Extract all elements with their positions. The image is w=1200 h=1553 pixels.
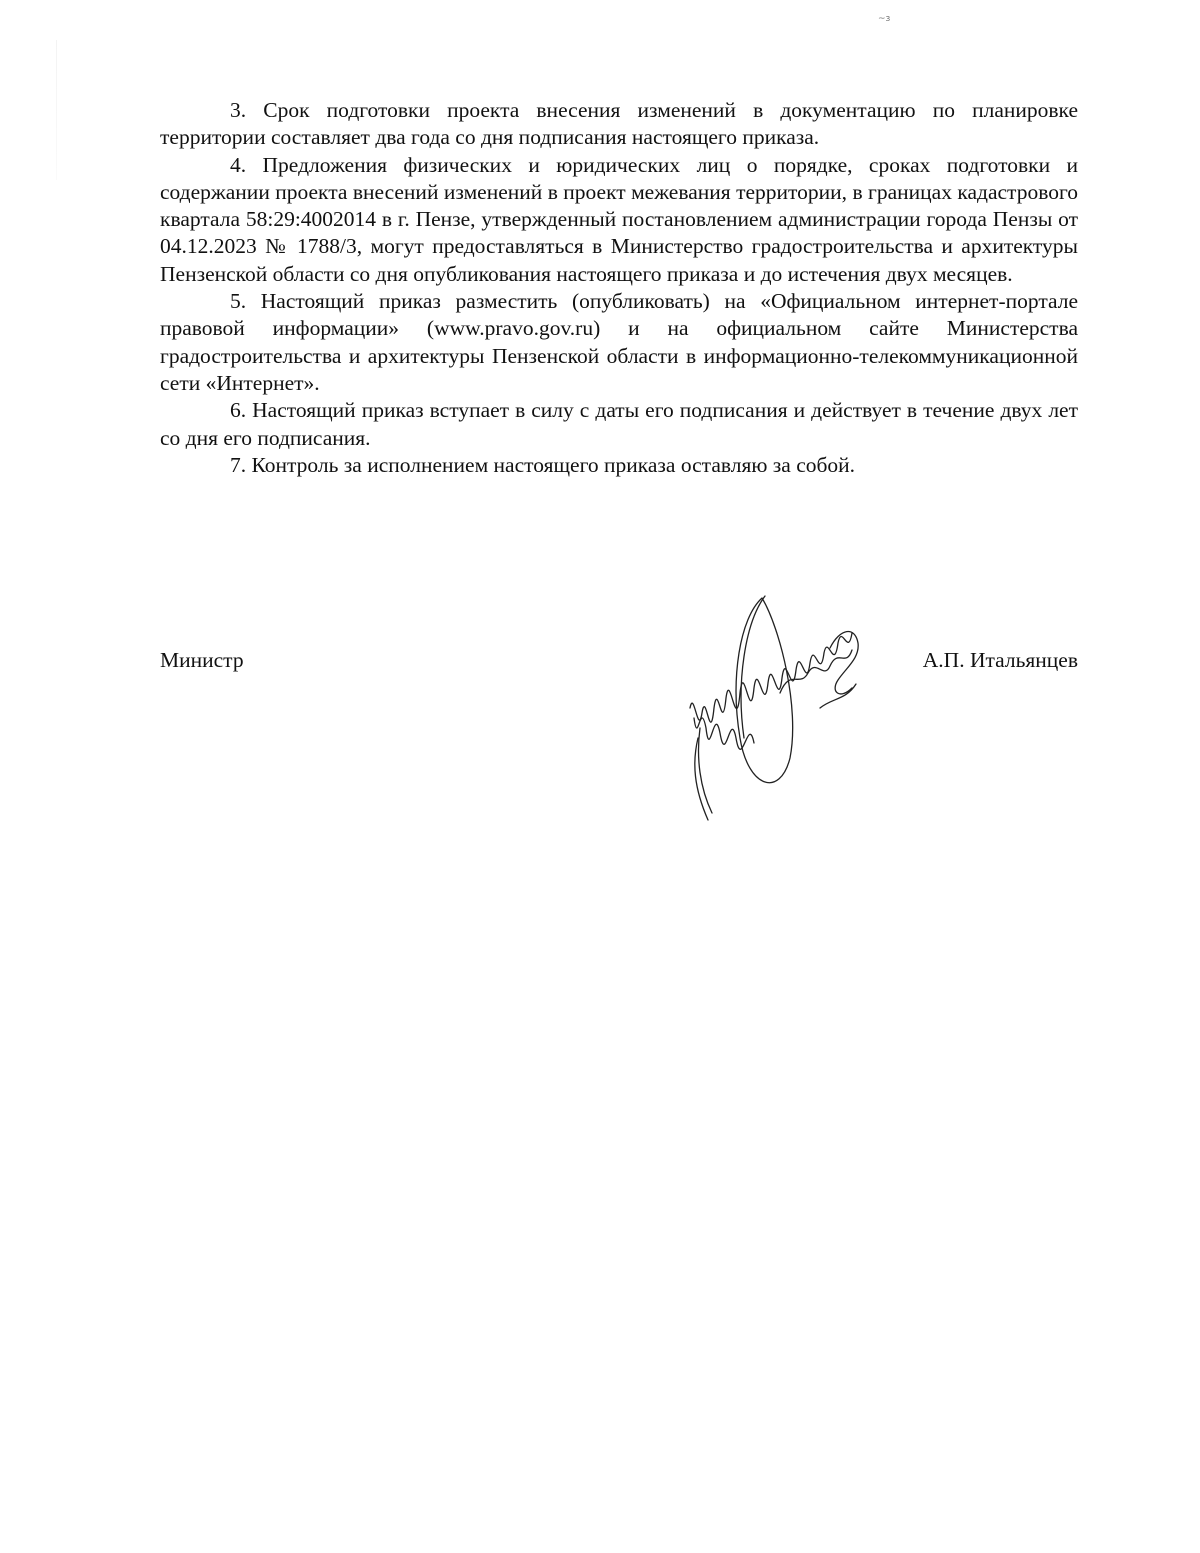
signatory-title: Министр: [160, 648, 244, 672]
handwritten-signature-icon: [670, 588, 870, 828]
paragraph-3-deadline: 3. Срок подготовки проекта внесения изменений в документацию по планировке территории составляет два года со дня подписания настоящего приказа.: [160, 98, 1078, 150]
scan-artifact-line: [56, 40, 57, 180]
paragraph-6-effect: 6. Настоящий приказ вступает в силу с даты его подписания и действует в течение двух лет со дня его подписания.: [160, 398, 1078, 450]
document-body: [160, 97, 1078, 479]
signature-block: [160, 648, 1078, 688]
paragraph-4-proposals: 4. Предложения физических и юридических лиц о порядке, сроках подготовки и содержании проекта внесений изменений в проект межевания территории, в границах кадастрового квартала 58:29:4002014 в г. Пензе, утвержденный постановлением администрации города Пензы от 04.12.2023 № 1788/3, могут предоставляться в Министерство градостроительства и архитектуры Пензенской области со дня опубликования настоящего приказа и до истечения двух месяцев.: [160, 152, 1078, 286]
scan-corner-mark: ~з: [878, 14, 891, 24]
paragraph-7-control: 7. Контроль за исполнением настоящего приказа оставляю за собой.: [230, 452, 856, 477]
paragraph-5-publication: 5. Настоящий приказ разместить (опубликовать) на «Официальном интернет-портале правовой информации» (www.pravo.gov.ru) и на официальном сайте Министерства градостроительства и архитектуры Пензенской области в информационно-телекоммуникационной сети «Интернет».: [160, 289, 1078, 395]
signatory-name: А.П. Итальянцев: [922, 648, 1078, 672]
